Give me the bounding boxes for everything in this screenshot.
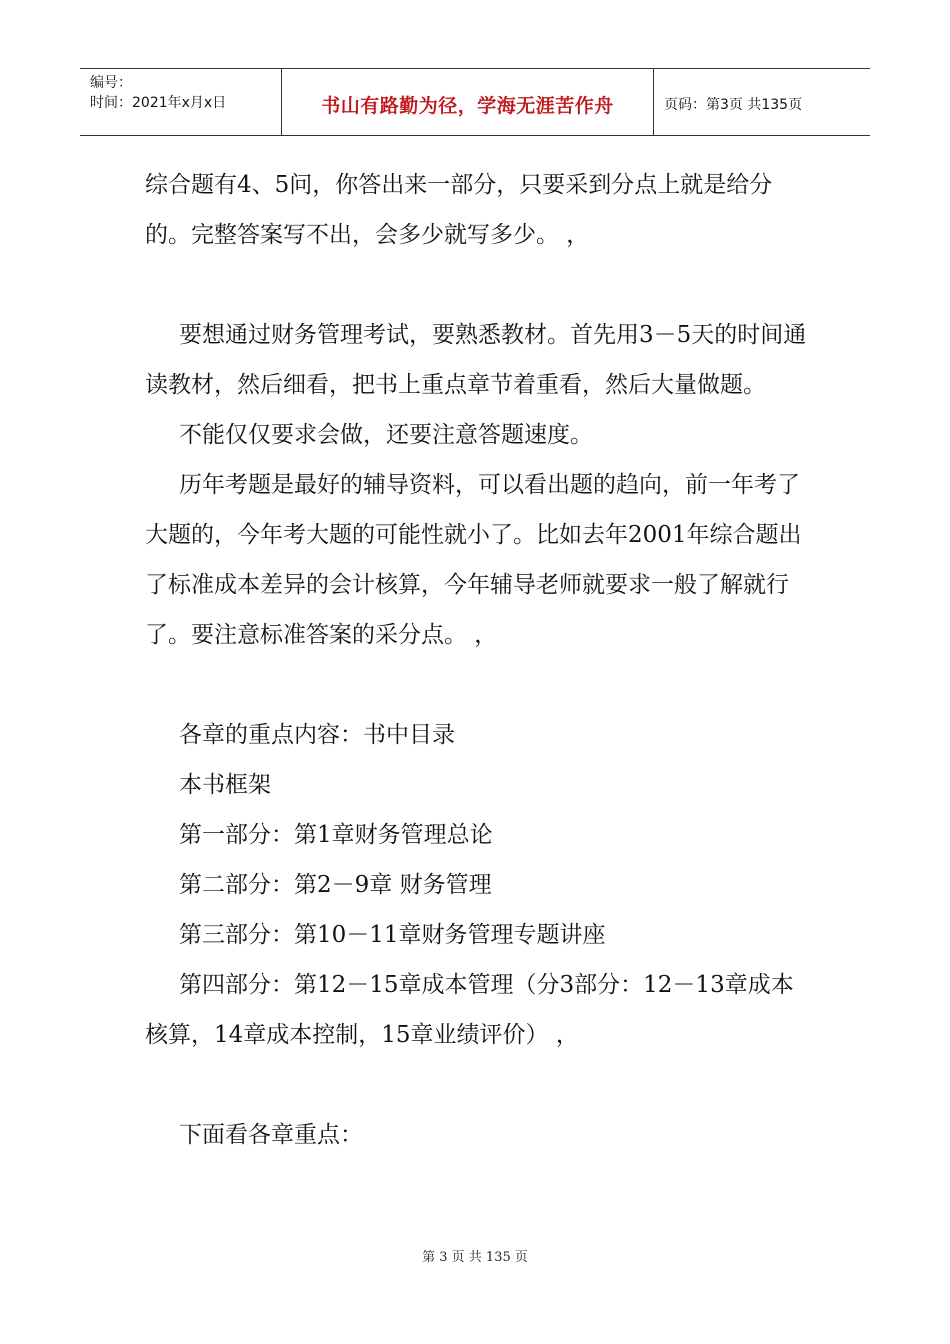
- paragraph: 第三部分：第10－11章财务管理专题讲座: [179, 922, 606, 948]
- blank-line: [145, 660, 810, 710]
- paragraph: 要想通过财务管理考试，要熟悉教材。首先用3－5天的时间通读教材，然后细看，把书上重点章节着重看，然后大量做题。: [145, 322, 807, 398]
- paragraph: 第二部分：第2－9章 财务管理: [179, 872, 492, 898]
- time-label: 时间：2021年x月x日: [90, 95, 227, 111]
- paragraph: 综合题有4、5问，你答出来一部分，只要采到分点上就是给分的。完整答案写不出，会多少就写多少。 ，: [145, 172, 773, 248]
- document-body: [145, 160, 810, 1160]
- page-header: [80, 68, 870, 136]
- blank-line: [145, 1060, 810, 1110]
- header-motto: 书山有路勤为径，学海无涯苦作舟: [282, 69, 654, 135]
- page-footer: 第 3 页 共 135 页: [422, 1250, 528, 1265]
- paragraph: 下面看各章重点：: [179, 1122, 363, 1148]
- header-meta: [80, 69, 282, 135]
- paragraph: 本书框架: [179, 772, 271, 798]
- blank-line: [145, 260, 810, 310]
- paragraph: 各章的重点内容：书中目录: [179, 722, 455, 748]
- number-label: 编号：: [90, 75, 132, 91]
- paragraph: 第四部分：第12－15章成本管理（分3部分：12－13章成本核算，14章成本控制，15章业绩评价） ，: [145, 972, 794, 1048]
- paragraph: 第一部分：第1章财务管理总论: [179, 822, 493, 848]
- paragraph: 不能仅仅要求会做，还要注意答题速度。: [179, 422, 593, 448]
- header-page-info: 页码：第3页 共135页: [664, 97, 803, 113]
- paragraph: 历年考题是最好的辅导资料，可以看出题的趋向，前一年考了大题的，今年考大题的可能性就小了。比如去年2001年综合题出了标准成本差异的会计核算，今年辅导老师就要求一般了解就行了。要注意标准答案的采分点。 ，: [145, 472, 802, 648]
